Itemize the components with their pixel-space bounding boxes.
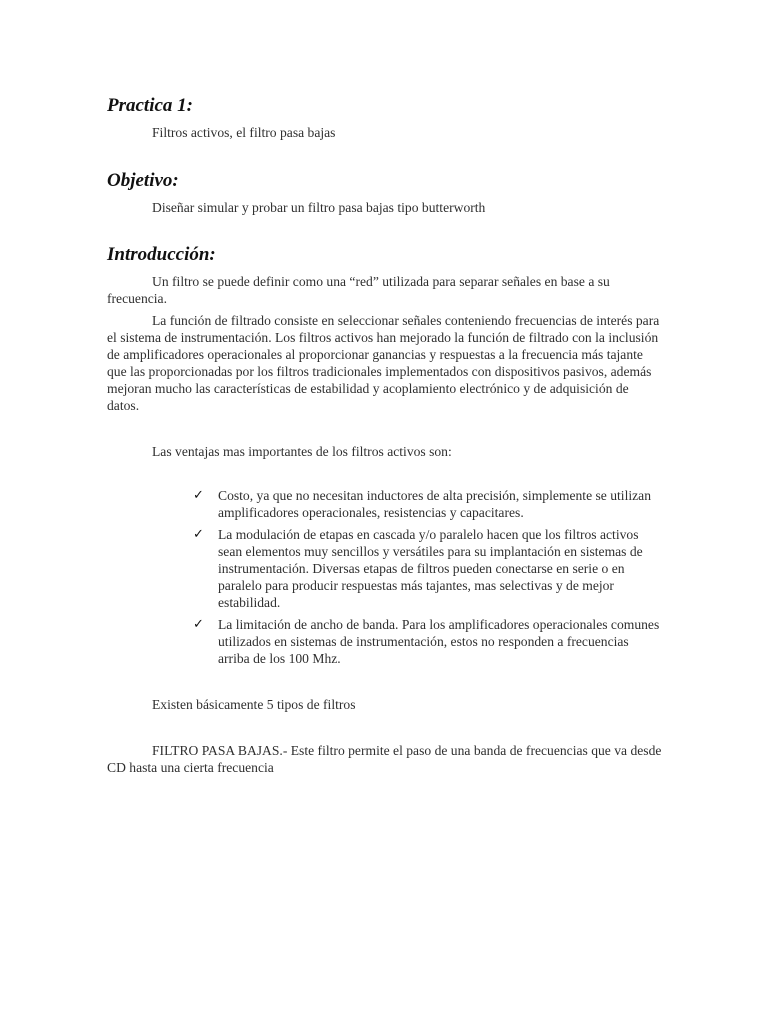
ventajas-list — [193, 487, 663, 667]
filtro-pasa-bajas-text: FILTRO PASA BAJAS.- Este filtro permite el paso de una banda de frecuencias que va desde CD hasta una cierta frecuencia — [107, 743, 662, 775]
ventaja-text: La modulación de etapas en cascada y/o paralelo hacen que los filtros activos sean elementos muy sencillos y versátiles para su implantación en sistemas de instrumentación. Diversas etapas de filtros pueden conectarse en serie o en paralelo para producir respuestas más tajantes, mas selectivas y de mejor estabilidad. — [218, 527, 643, 610]
intro-paragraph-1: Un filtro se puede definir como una “red” utilizada para separar señales en base a su frecuencia. — [107, 274, 610, 306]
list-item — [193, 526, 663, 611]
objetivo-text: Diseñar simular y probar un filtro pasa bajas tipo butterworth — [152, 200, 486, 215]
ventajas-intro-text: Las ventajas mas importantes de los filtros activos son: — [152, 444, 452, 459]
introduccion-heading: Introducción: — [107, 244, 216, 265]
list-item — [193, 616, 663, 667]
list-item — [193, 487, 663, 521]
practica-heading: Practica 1: — [107, 95, 194, 116]
ventaja-text: La limitación de ancho de banda. Para los amplificadores operacionales comunes utilizados en sistemas de instrumentación, estos no responden a frecuencias arriba de los 100 Mhz. — [218, 617, 660, 666]
tipos-text: Existen básicamente 5 tipos de filtros — [152, 697, 356, 712]
objetivo-heading: Objetivo: — [107, 170, 179, 191]
check-icon: ✓ — [193, 617, 204, 632]
check-icon: ✓ — [193, 488, 204, 503]
check-icon: ✓ — [193, 527, 204, 542]
intro-paragraph-2: La función de filtrado consiste en seleccionar señales conteniendo frecuencias de interés para el sistema de instrumentación. Los filtros activos han mejorado la función de filtrado con la inclusión de amplificadores operacionales al proporcionar ganancias y respuestas a la frecuencia más tajante que las proporcionadas por los filtros tradicionales implementados con dispositivos pasivos, además mejoran mucho las características de estabilidad y acoplamiento electrónico y de adquisición de datos. — [107, 313, 660, 413]
ventaja-text: Costo, ya que no necesitan inductores de alta precisión, simplemente se utilizan amplificadores operacionales, resistencias y capacitares. — [218, 488, 651, 520]
practica-text: Filtros activos, el filtro pasa bajas — [152, 125, 336, 140]
